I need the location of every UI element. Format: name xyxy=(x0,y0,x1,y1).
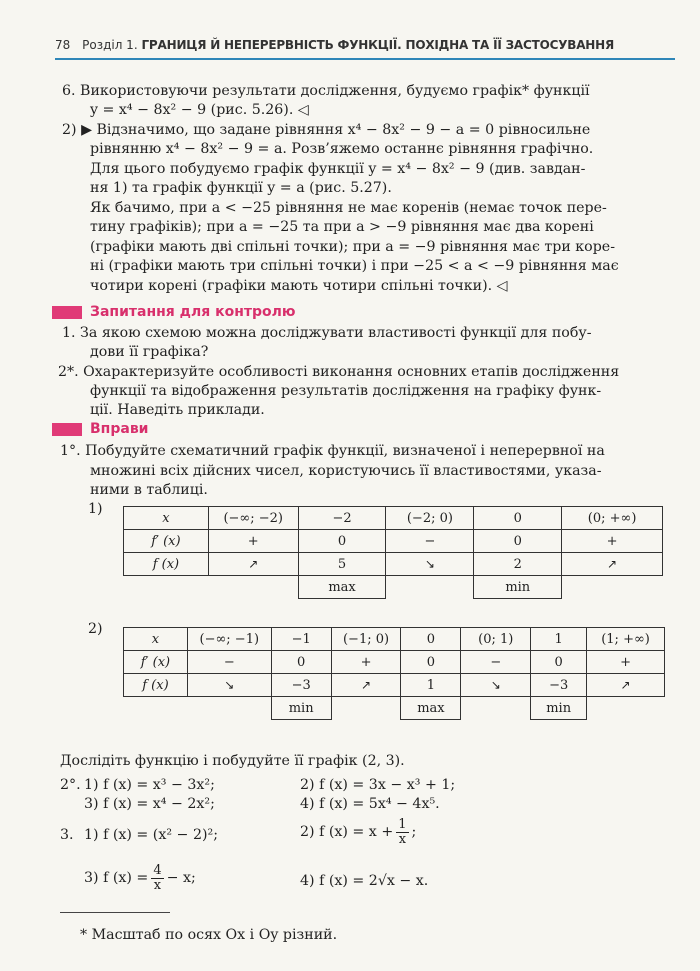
text-line: ня 1) та графік функції y = a (рис. 5.27). xyxy=(90,180,392,196)
text-line: чотири корені (графіки мають чотири спільні точки). ◁ xyxy=(90,278,508,294)
question-line: дови її графіка? xyxy=(90,344,209,360)
formula-text: ; xyxy=(411,824,417,841)
instruction-line: Дослідіть функцію і побудуйте її графік (2, 3). xyxy=(60,753,405,769)
formula-text: 2) f (x) = x + xyxy=(300,824,394,841)
question-line: 2*. Охарактеризуйте особливості виконання основних етапів дослідження xyxy=(58,364,620,380)
extremum-label: max xyxy=(401,697,461,720)
text-line: тину графіків); при a = −25 та при a > −9 рівняння має два корені xyxy=(90,219,594,235)
table-cell: 0 xyxy=(474,507,562,530)
exercise-line: 1°. Побудуйте схематичний графік функції, визначеної і неперервної на xyxy=(60,443,605,459)
table-cell: (1; +∞) xyxy=(587,628,665,651)
table-cell: −2 xyxy=(298,507,386,530)
table-cell: −3 xyxy=(271,674,331,697)
page-header xyxy=(55,38,675,52)
table-cell: f (x) xyxy=(124,553,209,576)
section-marker xyxy=(52,423,82,436)
table-row xyxy=(124,674,665,697)
table-cell: (0; 1) xyxy=(461,628,531,651)
table-cell: (−∞; −2) xyxy=(208,507,298,530)
table-cell: + xyxy=(331,651,401,674)
decreasing-arrow-icon: ↘ xyxy=(386,553,474,576)
exercise-line: множині всіх дійсних чисел, користуючись її властивостями, указа- xyxy=(90,463,602,479)
table-cell: 0 xyxy=(271,651,331,674)
text-line: 2) ▶ Відзначимо, що задане рівняння x⁴ − 8x² − 9 − a = 0 рівносильне xyxy=(62,122,591,138)
text-line: (графіки мають дві спільні точки); при a = −9 рівняння має три коре- xyxy=(90,239,615,255)
exercise-item: 4) f (x) = 5x⁴ − 4x⁵. xyxy=(300,796,440,812)
table-cell: (0; +∞) xyxy=(562,507,663,530)
extremum-label: min xyxy=(271,697,331,720)
exercise-item: 1) f (x) = (x² − 2)²; xyxy=(84,827,218,843)
exercise-item xyxy=(84,864,196,893)
table-cell: 1 xyxy=(401,674,461,697)
exercise-item: 4) f (x) = 2√x − x. xyxy=(300,873,429,889)
header-rule xyxy=(55,58,675,60)
exercise-item: 3) f (x) = x⁴ − 2x²; xyxy=(84,796,215,812)
question-line: ції. Наведіть приклади. xyxy=(90,402,265,418)
section-title: Вправи xyxy=(90,421,149,437)
numerator: 4 xyxy=(153,863,162,878)
variation-table-2 xyxy=(123,627,665,720)
decreasing-arrow-icon: ↘ xyxy=(187,674,271,697)
section-label: Розділ 1. xyxy=(82,38,138,52)
table-cell: (−2; 0) xyxy=(386,507,474,530)
question-line: функції та відображення результатів дослідження на графіку функ- xyxy=(90,383,602,399)
exercise-line: ними в таблиці. xyxy=(90,482,208,498)
text-line: ні (графіки мають три спільні точки) і при −25 < a < −9 рівняння має xyxy=(90,258,619,274)
exercises-heading xyxy=(52,421,148,437)
numerator: 1 xyxy=(398,817,407,832)
table-cell: 0 xyxy=(474,530,562,553)
table-row xyxy=(124,530,663,553)
table-cell: + xyxy=(587,651,665,674)
variation-table-1 xyxy=(123,506,663,599)
exercise-number: 2°. xyxy=(60,777,81,793)
text-line: Для цього побудуємо графік функції y = x⁴ − 8x² − 9 (див. завдан- xyxy=(90,161,586,177)
table-cell: − xyxy=(187,651,271,674)
increasing-arrow-icon: ↗ xyxy=(587,674,665,697)
question-line: 1. За якою схемою можна досліджувати властивості функції для побу- xyxy=(62,325,592,341)
text-line: Як бачимо, при a < −25 рівняння не має коренів (немає точок пере- xyxy=(90,200,607,216)
table-cell: 1 xyxy=(531,628,587,651)
table-cell: 0 xyxy=(401,628,461,651)
table-cell: f (x) xyxy=(124,674,188,697)
text-line: 6. Використовуючи результати дослідження, будуємо графік* функції xyxy=(62,83,590,99)
increasing-arrow-icon: ↗ xyxy=(208,553,298,576)
table-cell: − xyxy=(386,530,474,553)
table-cell: f′ (x) xyxy=(124,651,188,674)
formula-text: − x; xyxy=(166,870,196,887)
table-row xyxy=(124,576,663,599)
increasing-arrow-icon: ↗ xyxy=(331,674,401,697)
section-marker xyxy=(52,306,82,319)
footnote: * Масштаб по осях Ox і Oy різний. xyxy=(80,927,338,943)
extremum-label: min xyxy=(531,697,587,720)
extremum-label: min xyxy=(474,576,562,599)
page-number: 78 xyxy=(55,38,71,52)
table-cell: 0 xyxy=(531,651,587,674)
fraction xyxy=(151,864,163,893)
formula-text: 3) f (x) = xyxy=(84,870,149,887)
table-row xyxy=(124,697,665,720)
table-cell: 0 xyxy=(401,651,461,674)
table-cell: + xyxy=(208,530,298,553)
table-row xyxy=(124,507,663,530)
section-title: Запитання для контролю xyxy=(90,304,296,320)
text-line: рівнянню x⁴ − 8x² − 9 = a. Розв’яжемо останнє рівняння графічно. xyxy=(90,141,594,157)
denominator: x xyxy=(153,878,162,893)
decreasing-arrow-icon: ↘ xyxy=(461,674,531,697)
table-row xyxy=(124,651,665,674)
table-cell: 0 xyxy=(298,530,386,553)
table-cell: f′ (x) xyxy=(124,530,209,553)
footnote-rule xyxy=(60,912,170,913)
text-line: y = x⁴ − 8x² − 9 (рис. 5.26). ◁ xyxy=(90,102,309,118)
increasing-arrow-icon: ↗ xyxy=(562,553,663,576)
table-cell: (−1; 0) xyxy=(331,628,401,651)
table1-label: 1) xyxy=(88,501,103,517)
fraction xyxy=(396,818,408,847)
table-cell: (−∞; −1) xyxy=(187,628,271,651)
table-cell: 2 xyxy=(474,553,562,576)
table-row xyxy=(124,553,663,576)
exercise-item xyxy=(300,818,416,847)
exercise-item: 1) f (x) = x³ − 3x²; xyxy=(84,777,215,793)
chapter-title: ГРАНИЦЯ Й НЕПЕРЕРВНІСТЬ ФУНКЦІЇ. ПОХІДНА ТА ЇЇ ЗАСТОСУВАННЯ xyxy=(141,38,615,52)
table-row xyxy=(124,628,665,651)
exercise-number: 3. xyxy=(60,827,74,843)
table-cell: x xyxy=(124,507,209,530)
table-cell: −3 xyxy=(531,674,587,697)
table-cell: − xyxy=(461,651,531,674)
table-cell: 5 xyxy=(298,553,386,576)
extremum-label: max xyxy=(298,576,386,599)
table2-label: 2) xyxy=(88,621,103,637)
denominator: x xyxy=(398,832,407,847)
table-cell: x xyxy=(124,628,188,651)
exercise-item: 2) f (x) = 3x − x³ + 1; xyxy=(300,777,456,793)
table-cell: −1 xyxy=(271,628,331,651)
control-questions-heading xyxy=(52,304,295,320)
table-cell: + xyxy=(562,530,663,553)
